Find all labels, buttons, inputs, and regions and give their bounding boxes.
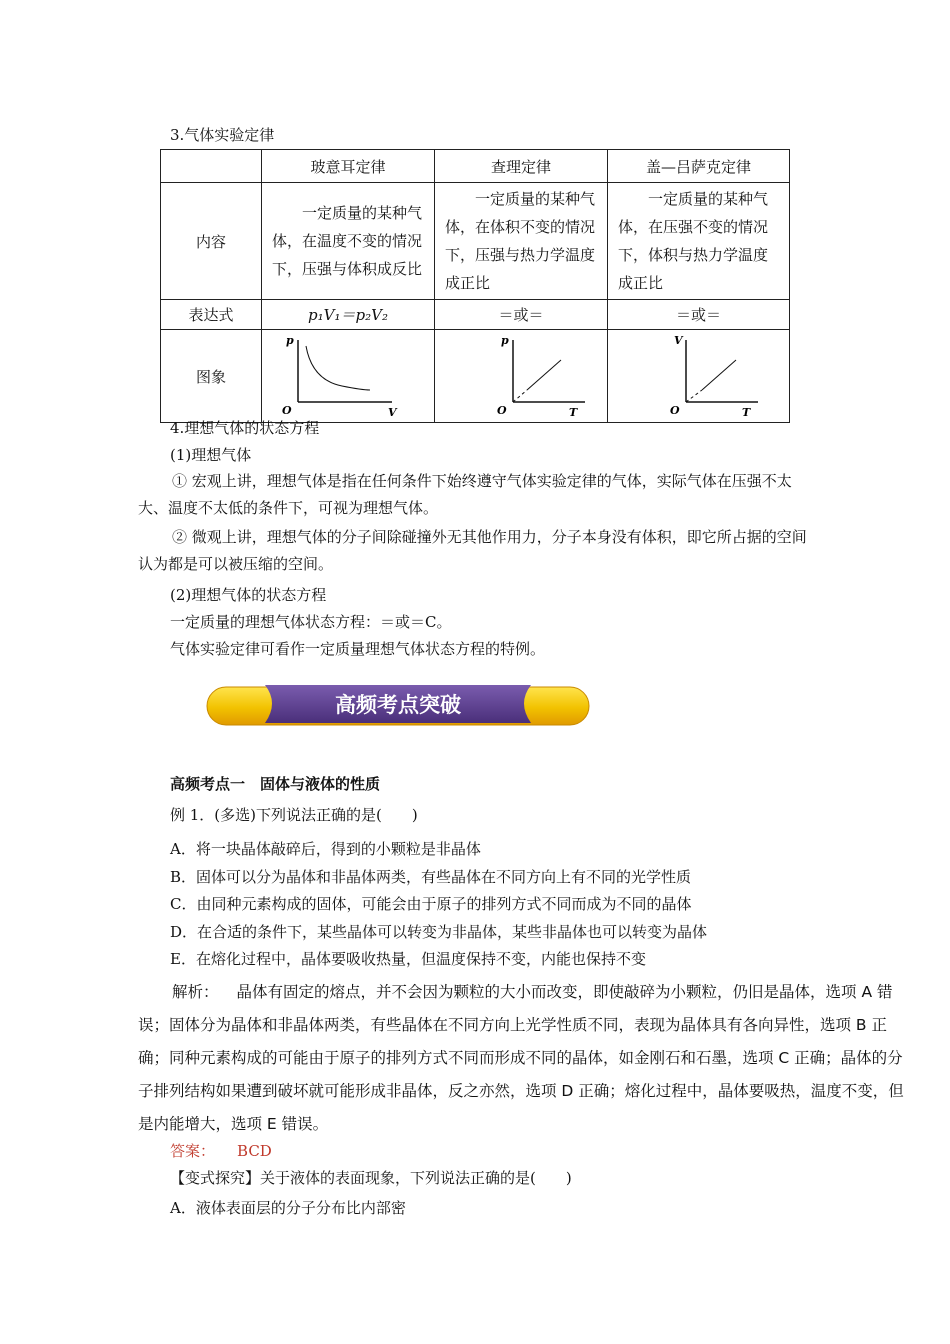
- graph-charles-line: [527, 360, 561, 390]
- graph-boyle-origin: O: [282, 404, 292, 417]
- ideal-gas-subtitle: (1)理想气体: [170, 446, 252, 464]
- example-1-question: 例 1．(多选)下列说法正确的是( ): [170, 806, 418, 824]
- section-banner: [205, 681, 591, 729]
- table-header-empty: [161, 150, 262, 183]
- row-label-expression: 表达式: [161, 300, 262, 330]
- graph-charles-extrapolation: [513, 390, 527, 402]
- table-header-gay-lussac: 盖—吕萨克定律: [608, 150, 790, 183]
- example-1-analysis: [138, 976, 908, 1141]
- variant-option-a: A．液体表面层的分子分布比内部密: [170, 1199, 406, 1217]
- example-1-answer: [170, 1141, 272, 1161]
- graph-charles-ylabel: p: [501, 334, 509, 347]
- graph-cell-charles: [435, 330, 608, 423]
- table-header-charles: 查理定律: [435, 150, 608, 183]
- special-case-note: 气体实验定律可看作一定质量理想气体状态方程的特例。: [170, 640, 546, 658]
- row-label-graph: 图象: [161, 330, 262, 423]
- graph-gay-lussac-line: [702, 360, 736, 390]
- variant-question: 【变式探究】关于液体的表面现象，下列说法正确的是( ): [170, 1169, 572, 1187]
- expression-charles: ＝或＝: [435, 300, 608, 330]
- example-1-option-a: A．将一块晶体敲碎后，得到的小颗粒是非晶体: [170, 840, 481, 858]
- gas-law-table: [160, 149, 790, 423]
- answer-value: BCD: [237, 1142, 272, 1160]
- content-gay-lussac: 一定质量的某种气体，在压强不变的情况下，体积与热力学温度成正比: [608, 183, 790, 300]
- graph-boyle-hyperbola: [306, 346, 370, 390]
- table-header-boyle: 玻意耳定律: [262, 150, 435, 183]
- graph-boyle: [262, 330, 434, 418]
- graph-gay-lussac-xlabel: T: [742, 406, 751, 418]
- graph-boyle-ylabel: p: [286, 334, 294, 347]
- section-3-title: 3.气体实验定律: [170, 126, 275, 144]
- graph-gay-lussac-origin: O: [670, 404, 680, 417]
- state-equation-subtitle: (2)理想气体的状态方程: [170, 586, 327, 604]
- example-1-option-d: D．在合适的条件下，某些晶体可以转变为非晶体，某些非晶体也可以转变为晶体: [170, 923, 708, 941]
- graph-cell-boyle: [262, 330, 435, 423]
- graph-gay-lussac: [608, 330, 789, 418]
- row-label-content: 内容: [161, 183, 262, 300]
- graph-gay-lussac-extrapolation: [686, 390, 702, 402]
- ideal-gas-micro-paragraph: ② 微观上讲，理想气体的分子间除碰撞外无其他作用力，分子本身没有体积，即它所占据的空间认为都是可以被压缩的空间。: [138, 528, 807, 573]
- graph-gay-lussac-ylabel: V: [674, 334, 683, 347]
- banner-text: 高频考点突破: [335, 693, 461, 717]
- analysis-text: 晶体有固定的熔点，并不会因为颗粒的大小而改变，即使敲碎为小颗粒，仍旧是晶体，选项 A 错误；固体分为晶体和非晶体两类，有些晶体在不同方向上光学性质不同，表现为晶体具有各向异性，选项 B 正确；同种元素构成的可能由于原子的排列方式不同而形成不同的晶体，如金刚石和石墨，选项 C 正确；晶体的分子排列结构如果遭到破坏就可能形成非晶体，反之亦然，选项 D 正确；熔化过程中，晶体要吸热，温度不变，但是内能增大，选项 E 错误。: [138, 983, 904, 1133]
- state-equation-text: 一定质量的理想气体状态方程：＝或＝C。: [170, 613, 452, 631]
- ideal-gas-macro-paragraph: ① 宏观上讲，理想气体是指在任何条件下始终遵守气体实验定律的气体，实际气体在压强不太大、温度不太低的条件下，可视为理想气体。: [138, 472, 792, 517]
- example-1-option-b: B．固体可以分为晶体和非晶体两类，有些晶体在不同方向上有不同的光学性质: [170, 868, 692, 886]
- content-charles: 一定质量的某种气体，在体积不变的情况下，压强与热力学温度成正比: [435, 183, 608, 300]
- graph-cell-gay-lussac: [608, 330, 790, 423]
- section-4-title: 4.理想气体的状态方程: [170, 419, 320, 437]
- answer-label: 答案：: [170, 1142, 216, 1160]
- banner-graphic: [205, 681, 591, 729]
- example-1-option-e: E．在熔化过程中，晶体要吸收热量，但温度保持不变，内能也保持不变: [170, 950, 646, 968]
- expression-gay-lussac: ＝或＝: [608, 300, 790, 330]
- content-boyle: 一定质量的某种气体，在温度不变的情况下，压强与体积成反比: [262, 183, 435, 300]
- graph-charles-xlabel: T: [569, 406, 578, 418]
- analysis-label: 解析：: [172, 983, 219, 1001]
- graph-boyle-xlabel: V: [388, 406, 397, 418]
- graph-charles-origin: O: [497, 404, 507, 417]
- expression-boyle: p₁V₁＝p₂V₂: [262, 300, 435, 330]
- example-1-option-c: C．由同种元素构成的固体，可能会由于原子的排列方式不同而成为不同的晶体: [170, 895, 692, 913]
- graph-charles: [435, 330, 607, 418]
- topic-1-title: 高频考点一 固体与液体的性质: [170, 775, 381, 793]
